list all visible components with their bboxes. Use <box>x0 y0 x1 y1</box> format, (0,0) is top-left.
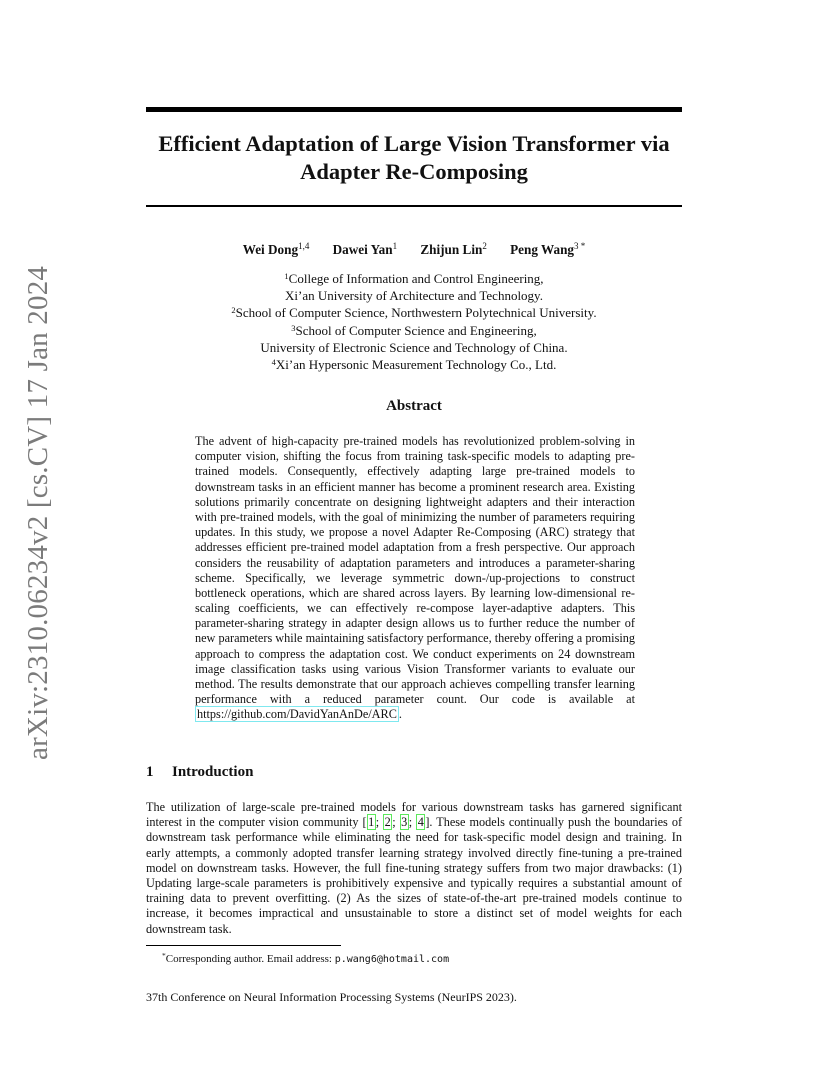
author-list <box>146 241 682 258</box>
title-line-1: Efficient Adaptation of Large Vision Transformer via <box>158 131 670 156</box>
title-top-rule <box>146 107 682 112</box>
section-title: Introduction <box>172 764 254 780</box>
footnote-mark: * <box>162 951 166 960</box>
affiliation-line: University of Electronic Science and Technology of China. <box>260 339 568 355</box>
citation-link[interactable]: 1 <box>368 815 375 830</box>
footnote-rule <box>146 945 341 946</box>
section-heading-introduction <box>146 764 682 781</box>
affiliation-line: $^3$School of Computer Science and Engineering, <box>291 322 537 338</box>
author: Wei Dong$^{1,4}$ <box>242 241 310 257</box>
conference-footer: 37th Conference on Neural Information Processing Systems (NeurIPS 2023). <box>146 990 517 1004</box>
affiliation-line: $^4$Xi’an Hypersonic Measurement Technology Co., Ltd. <box>271 357 557 373</box>
introduction-paragraph: The utilization of large-scale pre-trained models for various downstream tasks has garnered significant interest in the computer vision community [ 1 ; 2 ; 3 ; 4 ]. These models continually push the boundaries of downstream task performance while eliminating the need for task-specific model design and training. In early attempts, a commonly adopted transfer learning strategy involved directly fine-tuning a pre-trained model on downstream tasks. However, the full fine-tuning strategy suffers from two major drawbacks: (1) Updating large-scale parameters is prohibitively expensive and typically requires a substantial amount of training data to prevent overfitting. (2) As the sizes of state-of-the-art pre-trained models continue to increase, it becomes impractical and unsustainable to store a distinct set of model weights for each downstream task. <box>146 800 683 936</box>
abstract-heading: Abstract <box>386 398 442 414</box>
citation-link[interactable]: 4 <box>417 815 424 830</box>
code-repository-link[interactable]: https://github.com/DavidYanAnDe/ARC <box>197 707 397 722</box>
title-line-2: Adapter Re-Composing <box>300 159 528 184</box>
author: Peng Wang$^{3 *}$ <box>510 241 586 257</box>
corresponding-author-footnote: *Corresponding author. Email address: p.wang6@hotmail.com <box>162 951 450 965</box>
arxiv-identifier-stamp: arXiv:2310.06234v2 [cs.CV] 17 Jan 2024 <box>22 265 54 760</box>
affiliation-line: $^1$College of Information and Control Engineering, <box>284 271 544 286</box>
affiliation-line: $^2$School of Computer Science, Northwestern Polytechnical University. <box>231 305 597 321</box>
author-email: p.wang6@hotmail.com <box>334 954 450 965</box>
abstract-text: The advent of high-capacity pre-trained models has revolutionized problem-solving in computer vision, shifting the focus from training task-specific models to adapting pre-trained models. Consequently, effectively adapting large pre-trained models to downstream tasks in an efficient manner has become a prominent research area. Existing solutions primarily concentrate on designing lightweight adapters and their interaction with pre-trained models, with the goal of minimizing the number of parameters requiring updates. In this study, we propose a novel Adapter Re-Composing (ARC) strategy that addresses efficient pre-trained model adaptation from a fresh perspective. Our approach considers the reusability of adaptation parameters and introduces a parameter-sharing scheme. Specifically, we leverage symmetric down-/up-projections to construct bottleneck operations, which are shared across layers. By learning low-dimensional re-scaling coefficients, we can effectively re-compose layer-adaptive adapters. This parameter-sharing strategy in adapter design allows us to further reduce the number of new parameters while maintaining satisfactory performance, thereby offering a promising approach to compress the adaptation cost. We conduct experiments on 24 downstream image classification tasks using various Vision Transformer variants to evaluate our method. The results demonstrate that our approach achieves compelling transfer learning performance with a reduced parameter count. Our code is available at https://github.com/DavidYanAnDe/ARC . <box>195 434 635 722</box>
affiliation-line: Xi’an University of Architecture and Technology. <box>285 288 543 304</box>
author: Dawei Yan$^1$ <box>332 241 398 257</box>
author: Zhijun Lin$^2$ <box>420 241 487 257</box>
title-bottom-rule <box>146 205 682 207</box>
citation-link[interactable]: 3 <box>401 815 408 830</box>
paper-title <box>146 130 682 186</box>
affiliation-list <box>146 269 682 372</box>
section-number: 1 <box>146 764 154 780</box>
citation-link[interactable]: 2 <box>384 815 391 830</box>
